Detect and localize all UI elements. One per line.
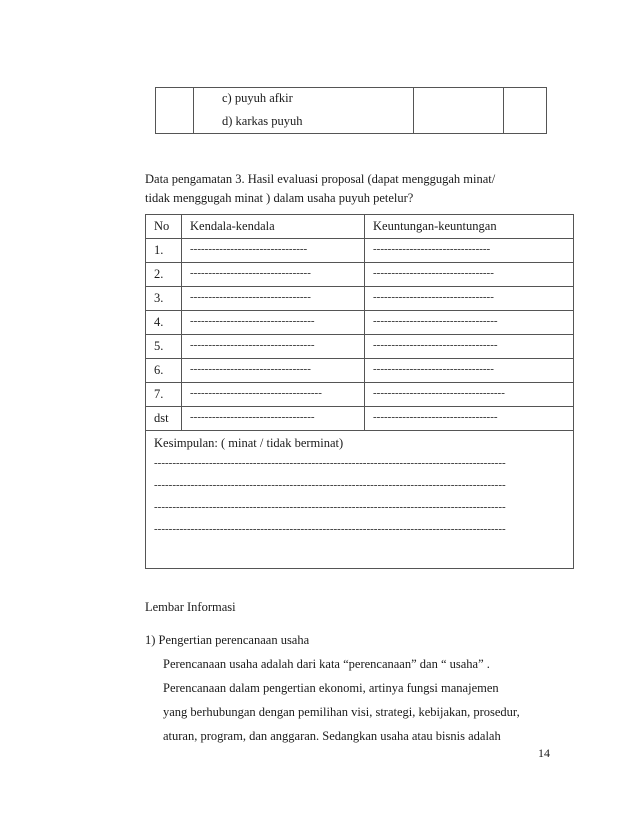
header-no: No (154, 219, 170, 233)
keuntungan-blank: ---------------------------------- (373, 339, 498, 351)
row-number: 5. (154, 339, 164, 353)
row-number: 1. (154, 243, 164, 257)
kendala-blank: --------------------------------- (190, 291, 311, 303)
header-kendala: Kendala-kendala (190, 219, 275, 233)
body-line: aturan, program, dan anggaran. Sedangkan usaha atau bisnis adalah (163, 729, 501, 743)
kendala-blank: ---------------------------------- (190, 411, 315, 423)
conclusion-blank-line: ------------------------------------------------------------------------------------------------ (154, 479, 506, 491)
section-heading: Lembar Informasi (145, 600, 236, 614)
body-line: Perencanaan dalam pengertian ekonomi, artinya fungsi manajemen (163, 681, 499, 695)
table-row (146, 311, 573, 335)
table-row (146, 335, 573, 359)
keuntungan-blank: --------------------------------- (373, 291, 494, 303)
kendala-blank: --------------------------------- (190, 363, 311, 375)
intro-line-2: tidak menggugah minat ) dalam usaha puyuh petelur? (145, 191, 414, 205)
top-partial-table (155, 87, 547, 134)
conclusion-cell (154, 434, 565, 540)
table-row (146, 287, 573, 311)
keuntungan-blank: -------------------------------- (373, 243, 491, 255)
row-number: dst (154, 411, 169, 425)
conclusion-blank-line: ------------------------------------------------------------------------------------------------ (154, 523, 506, 535)
row-number: 7. (154, 387, 164, 401)
kendala-blank: --------------------------------- (190, 267, 311, 279)
kendala-blank: ------------------------------------ (190, 387, 322, 399)
table-row (146, 263, 573, 287)
row-number: 3. (154, 291, 164, 305)
kendala-blank: ---------------------------------- (190, 339, 315, 351)
keuntungan-blank: ---------------------------------- (373, 315, 498, 327)
evaluation-table (145, 214, 574, 569)
table-row (146, 383, 573, 407)
item-title: 1) Pengertian perencanaan usaha (145, 633, 310, 647)
table-divider (193, 88, 194, 133)
column-divider (364, 407, 365, 431)
list-item: d) karkas puyuh (222, 114, 303, 128)
table-row (146, 359, 573, 383)
page-number: 14 (538, 746, 550, 760)
row-number: 4. (154, 315, 164, 329)
kendala-blank: ---------------------------------- (190, 315, 315, 327)
list-item: c) puyuh afkir (222, 91, 293, 105)
conclusion-label: Kesimpulan: ( minat / tidak berminat) (154, 436, 344, 450)
row-number: 6. (154, 363, 164, 377)
table-row (146, 407, 573, 431)
keuntungan-blank: ---------------------------------- (373, 411, 498, 423)
body-line: yang berhubungan dengan pemilihan visi, strategi, kebijakan, prosedur, (163, 705, 520, 719)
intro-line-1: Data pengamatan 3. Hasil evaluasi proposal (dapat menggugah minat/ (145, 172, 496, 186)
conclusion-blank-line: ------------------------------------------------------------------------------------------------ (154, 501, 506, 513)
keuntungan-blank: --------------------------------- (373, 267, 494, 279)
table-divider (413, 88, 414, 133)
keuntungan-blank: --------------------------------- (373, 363, 494, 375)
conclusion-blank-line: ------------------------------------------------------------------------------------------------ (154, 457, 506, 469)
body-line: Perencanaan usaha adalah dari kata “perencanaan” dan “ usaha” . (163, 657, 490, 671)
kendala-blank: -------------------------------- (190, 243, 308, 255)
table-row (146, 239, 573, 263)
row-number: 2. (154, 267, 164, 281)
column-divider (181, 407, 182, 431)
table-divider (503, 88, 504, 133)
table-header-row (146, 215, 573, 239)
header-keuntungan: Keuntungan-keuntungan (373, 219, 497, 233)
keuntungan-blank: ------------------------------------ (373, 387, 505, 399)
